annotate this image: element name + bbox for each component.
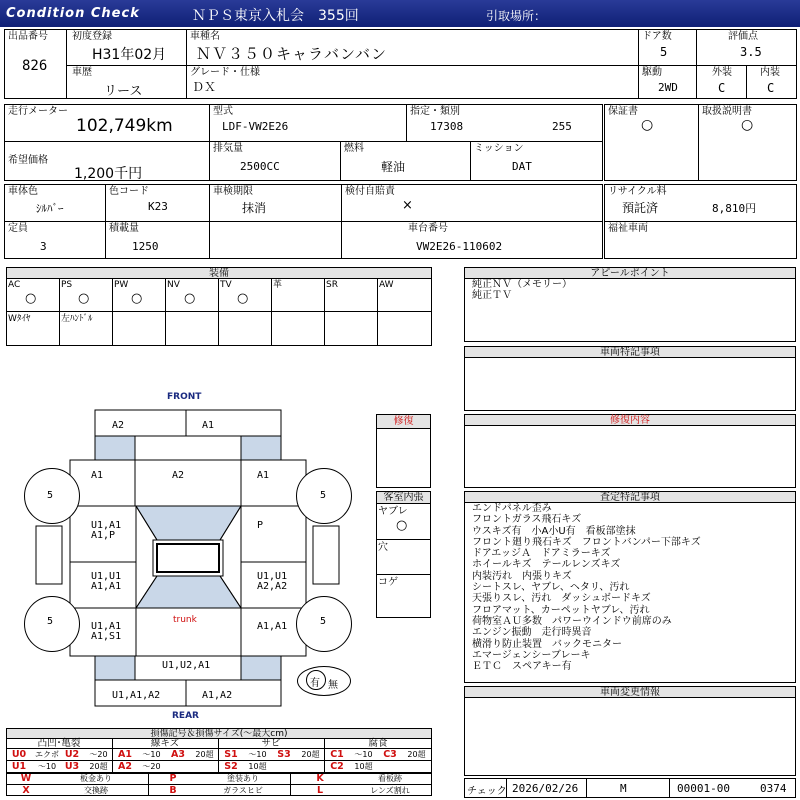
equip-mark-pw: ○ — [131, 291, 143, 306]
warranty-label: 保証書 — [608, 106, 638, 117]
pickup-label: 引取場所： — [486, 9, 547, 23]
legend-code: C2 — [330, 761, 344, 772]
first-reg-value: H31年02月 — [92, 47, 167, 63]
legend-code: U3 — [64, 761, 80, 772]
legend-other-text: 板金あり — [80, 774, 112, 783]
chassis-label: 車台番号 — [408, 223, 448, 234]
legend-size: 〜10 — [142, 750, 161, 759]
damage-fender-right: A1 — [257, 470, 270, 481]
auction-name: ＮＰＳ東京入札会 355回 — [192, 8, 359, 24]
legend-title: 損傷記号＆損傷サイズ(〜最大cm) — [7, 729, 431, 739]
cabin-tear-label: ヤブレ — [378, 506, 408, 517]
spare-no-label: 無 — [328, 680, 338, 691]
capacity-value: 3 — [40, 240, 47, 253]
model-name-value: ＮＶ３５０キャラバンバン — [196, 45, 387, 63]
inspector-line: 荷物室ＡＵ多数 パワーウインドウ前席のみ — [472, 615, 672, 627]
legend-size: 20超 — [301, 750, 320, 759]
legend-group-scratch: 線キズ — [150, 738, 180, 749]
legend-group-corrosion: 腐食 — [368, 738, 388, 749]
equip-mark-ac: ○ — [25, 291, 37, 306]
tire-rear-left-value: 5 — [47, 616, 54, 627]
welfare-label: 福祉車両 — [608, 223, 648, 234]
legend-size: 〜20 — [89, 750, 108, 759]
grade-value: ＤＸ — [192, 80, 217, 94]
trunk-label: trunk — [173, 615, 197, 625]
legend-size: 10超 — [354, 762, 373, 771]
fuel-value: 軽油 — [381, 160, 406, 174]
inspector-line: 内装汚れ 内張りキズ — [472, 570, 572, 582]
transmission-label: ミッション — [474, 143, 524, 154]
legend-group-rust: サビ — [261, 738, 281, 749]
doors-value: 5 — [660, 45, 668, 59]
equip-mark-nv: ○ — [184, 291, 196, 306]
warranty-mark: ○ — [641, 117, 654, 133]
legend-size: 20超 — [195, 750, 214, 759]
cabin-title: 客室内張 — [377, 492, 430, 504]
equip-lhd: 左ﾊﾝﾄﾞﾙ — [61, 314, 93, 324]
inspector-line: ＥＴＣ スペアキー有 — [472, 661, 572, 673]
inspector-line: 横滑り防止装置 バックモニター — [472, 638, 622, 650]
model-name-label: 車種名 — [190, 31, 220, 42]
score-value: 3.5 — [740, 45, 762, 59]
tire-rear-right-value: 5 — [320, 616, 327, 627]
inspector-line: エンジン振動 走行時異音 — [472, 627, 592, 639]
lot-number: 826 — [22, 58, 48, 74]
equip-code-leather: 革 — [273, 280, 283, 290]
legend-other-code: B — [169, 785, 177, 796]
inspector-title: 査定特記事項 — [465, 492, 795, 503]
appeal-lines — [472, 279, 572, 302]
designation-value: 17308 — [430, 120, 464, 133]
legend-code: U1 — [11, 761, 27, 772]
check-label: チェック — [467, 786, 507, 797]
price-value: 1,200千円 — [74, 166, 143, 182]
changes-box — [464, 686, 796, 776]
rear-label: REAR — [172, 711, 199, 721]
inspector-line: ホイールキズ テールレンズキズ — [472, 559, 621, 571]
legend-other-code: P — [169, 773, 177, 784]
equip-wtire: Wﾀｲﾔ — [8, 314, 31, 324]
legend-size: 〜10 — [37, 762, 57, 771]
header-title: Condition Check — [6, 6, 140, 21]
repair-content-title: 修復内容 — [465, 415, 795, 426]
legend-code: S3 — [277, 749, 291, 760]
legend-size: 〜20 — [142, 762, 161, 771]
equip-mark-tv: ○ — [237, 291, 249, 306]
designation-label: 指定・類別 — [410, 106, 460, 117]
doors-label: ドア数 — [642, 31, 672, 42]
appeal-title: アピールポイント — [465, 268, 795, 279]
liability-value: × — [402, 198, 413, 213]
appeal-line: 純正ＮＶ（メモリー） — [472, 279, 572, 290]
history-label: 車歴 — [72, 67, 92, 78]
inspector-line: ドアエッジＡ ドアミラーキズ — [472, 548, 611, 560]
legend-size: 20超 — [407, 750, 426, 759]
legend-size: 〜10 — [354, 750, 373, 759]
inspection-value: 抹消 — [242, 201, 267, 215]
liability-label: 検付自賠責 — [345, 186, 395, 197]
lot-label: 出品番号 — [8, 31, 48, 42]
transmission-value: DAT — [512, 160, 532, 173]
displacement-label: 排気量 — [213, 143, 243, 154]
inspector-lines — [472, 503, 701, 672]
damage-quarter-left: U1,A1 A1,S1 — [91, 621, 122, 642]
recycle-label: リサイクル料 — [608, 186, 667, 197]
legend-other-code: X — [22, 785, 30, 796]
legend-code: S1 — [224, 749, 238, 760]
check-code: 00001-00 — [677, 782, 730, 795]
check-inspector: M — [620, 782, 627, 795]
damage-bumper-left: U1,A1,A2 — [112, 690, 161, 701]
inspector-line: エマージェンシーブレーキ — [472, 649, 591, 661]
color-code-value: K23 — [148, 200, 168, 213]
legend-code: C3 — [383, 749, 397, 760]
price-label: 希望価格 — [8, 155, 48, 166]
legend-other-code: L — [316, 785, 324, 796]
damage-front-door-right: P — [257, 520, 264, 531]
legend-code: A2 — [118, 761, 132, 772]
equip-mark-ps: ○ — [78, 291, 90, 306]
special-title: 車両特記事項 — [465, 347, 795, 358]
recycle-fee: 8,810円 — [712, 202, 757, 215]
legend-code: A1 — [118, 749, 132, 760]
damage-rear-door-left: U1,U1 A1,A1 — [91, 571, 122, 592]
legend-code: U2 — [64, 749, 80, 760]
interior-value: C — [767, 81, 775, 95]
changes-title: 車両変更情報 — [465, 687, 795, 698]
capacity-label: 定員 — [8, 223, 28, 234]
category-value: 255 — [552, 120, 572, 133]
appeal-line: 純正ＴＶ — [472, 290, 512, 302]
legend-other-text: レンズ割れ — [370, 786, 410, 795]
displacement-value: 2500CC — [240, 160, 280, 173]
inspector-line: エンドパネル歪み — [472, 503, 552, 514]
legend-size: 20超 — [89, 762, 108, 771]
legend-other-text: 交換跡 — [84, 786, 108, 795]
drive-value: 2WD — [658, 81, 678, 94]
equip-code-tv: TV — [220, 280, 232, 290]
damage-rear-center: U1,U2,A1 — [162, 660, 211, 671]
damage-fender-left: A1 — [91, 470, 104, 481]
legend-size: 〜10 — [248, 750, 267, 759]
exterior-value: C — [718, 81, 726, 95]
load-label: 積載量 — [109, 223, 139, 234]
cabin-burn-label: コゲ — [378, 577, 398, 588]
spare-yes-label: 有 — [310, 678, 320, 689]
damage-windshield-left: A2 — [112, 420, 125, 431]
check-date: 2026/02/26 — [512, 782, 579, 795]
grade-label: グレード・仕様 — [190, 67, 260, 78]
drive-label: 駆動 — [642, 67, 662, 78]
equip-code-aw: AW — [379, 280, 394, 290]
legend-other-text: ガラスヒビ — [223, 786, 263, 795]
manual-label: 取扱説明書 — [702, 106, 752, 117]
inspector-line: フロント廻り飛石キズ フロントバンパー下部キズ — [472, 536, 701, 548]
history-value: リース — [104, 84, 143, 99]
equip-code-pw: PW — [114, 280, 129, 290]
equip-code-sr: SR — [326, 280, 338, 290]
equip-code-ac: AC — [8, 280, 21, 290]
exterior-label: 外装 — [712, 67, 732, 78]
tire-front-left-value: 5 — [47, 490, 54, 501]
damage-bumper-right: A1,A2 — [202, 690, 233, 701]
damage-hood: A2 — [172, 470, 185, 481]
equipment-title: 装備 — [7, 268, 431, 279]
damage-windshield-right: A1 — [202, 420, 215, 431]
legend-other-text: 看板跡 — [378, 774, 402, 783]
mileage-value: 102,749km — [76, 116, 173, 136]
legend-other-code: W — [20, 773, 32, 784]
recycle-status: 預託済 — [622, 201, 659, 215]
spare-tire-outline — [297, 666, 351, 696]
damage-quarter-right: A1,A1 — [257, 621, 288, 632]
mileage-label: 走行メーター — [8, 106, 68, 117]
inspection-label: 車検期限 — [213, 186, 253, 197]
interior-label: 内装 — [760, 67, 780, 78]
inspector-line: シートスレ、ヤブレ、ヘタリ、汚れ — [472, 582, 630, 594]
color-value: ｼﾙﾊﾞｰ — [36, 202, 64, 215]
damage-rear-door-right: U1,U1 A2,A2 — [257, 571, 288, 592]
check-number: 0374 — [760, 782, 787, 795]
legend-code: C1 — [330, 749, 344, 760]
blank-box — [209, 221, 342, 259]
inspector-line: フロアマット、カーペットヤブレ、汚れ — [472, 604, 650, 616]
manual-mark: ○ — [741, 117, 754, 133]
color-code-label: 色コード — [109, 186, 149, 197]
front-label: FRONT — [167, 392, 202, 402]
legend-code: U0 — [11, 749, 27, 760]
legend-group-dent: 凸凹･亀裂 — [37, 738, 81, 749]
repair-title: 修復 — [377, 415, 430, 429]
legend-other-code: K — [316, 773, 324, 784]
inspector-line: 天張りスレ、汚れ ダッシュボードキズ — [472, 593, 651, 605]
cabin-tear-mark: ○ — [396, 518, 408, 533]
color-label: 車体色 — [8, 186, 38, 197]
inspector-line: フロントガラス飛石キズ — [472, 514, 582, 526]
cabin-hole-label: 穴 — [378, 542, 388, 553]
tire-front-right-value: 5 — [320, 490, 327, 501]
legend-code: A3 — [171, 749, 185, 760]
damage-front-door-left: U1,A1 A1,P — [91, 520, 122, 541]
fuel-label: 燃料 — [344, 143, 364, 154]
inspector-line: ウスキズ有 小A小U有 看板部塗抹 — [472, 525, 636, 537]
type-value: LDF-VW2E26 — [222, 120, 289, 133]
legend-size: エクボ — [35, 750, 59, 759]
first-reg-label: 初度登録 — [72, 31, 112, 42]
legend-size: 10超 — [248, 762, 267, 771]
type-label: 型式 — [213, 106, 233, 117]
chassis-value: VW2E26-110602 — [416, 240, 503, 253]
legend-code: S2 — [224, 761, 238, 772]
legend-other-text: 塗装あり — [227, 774, 259, 783]
equip-code-nv: NV — [167, 280, 180, 290]
equip-code-ps: PS — [61, 280, 73, 290]
load-value: 1250 — [132, 240, 159, 253]
score-label: 評価点 — [728, 31, 758, 42]
